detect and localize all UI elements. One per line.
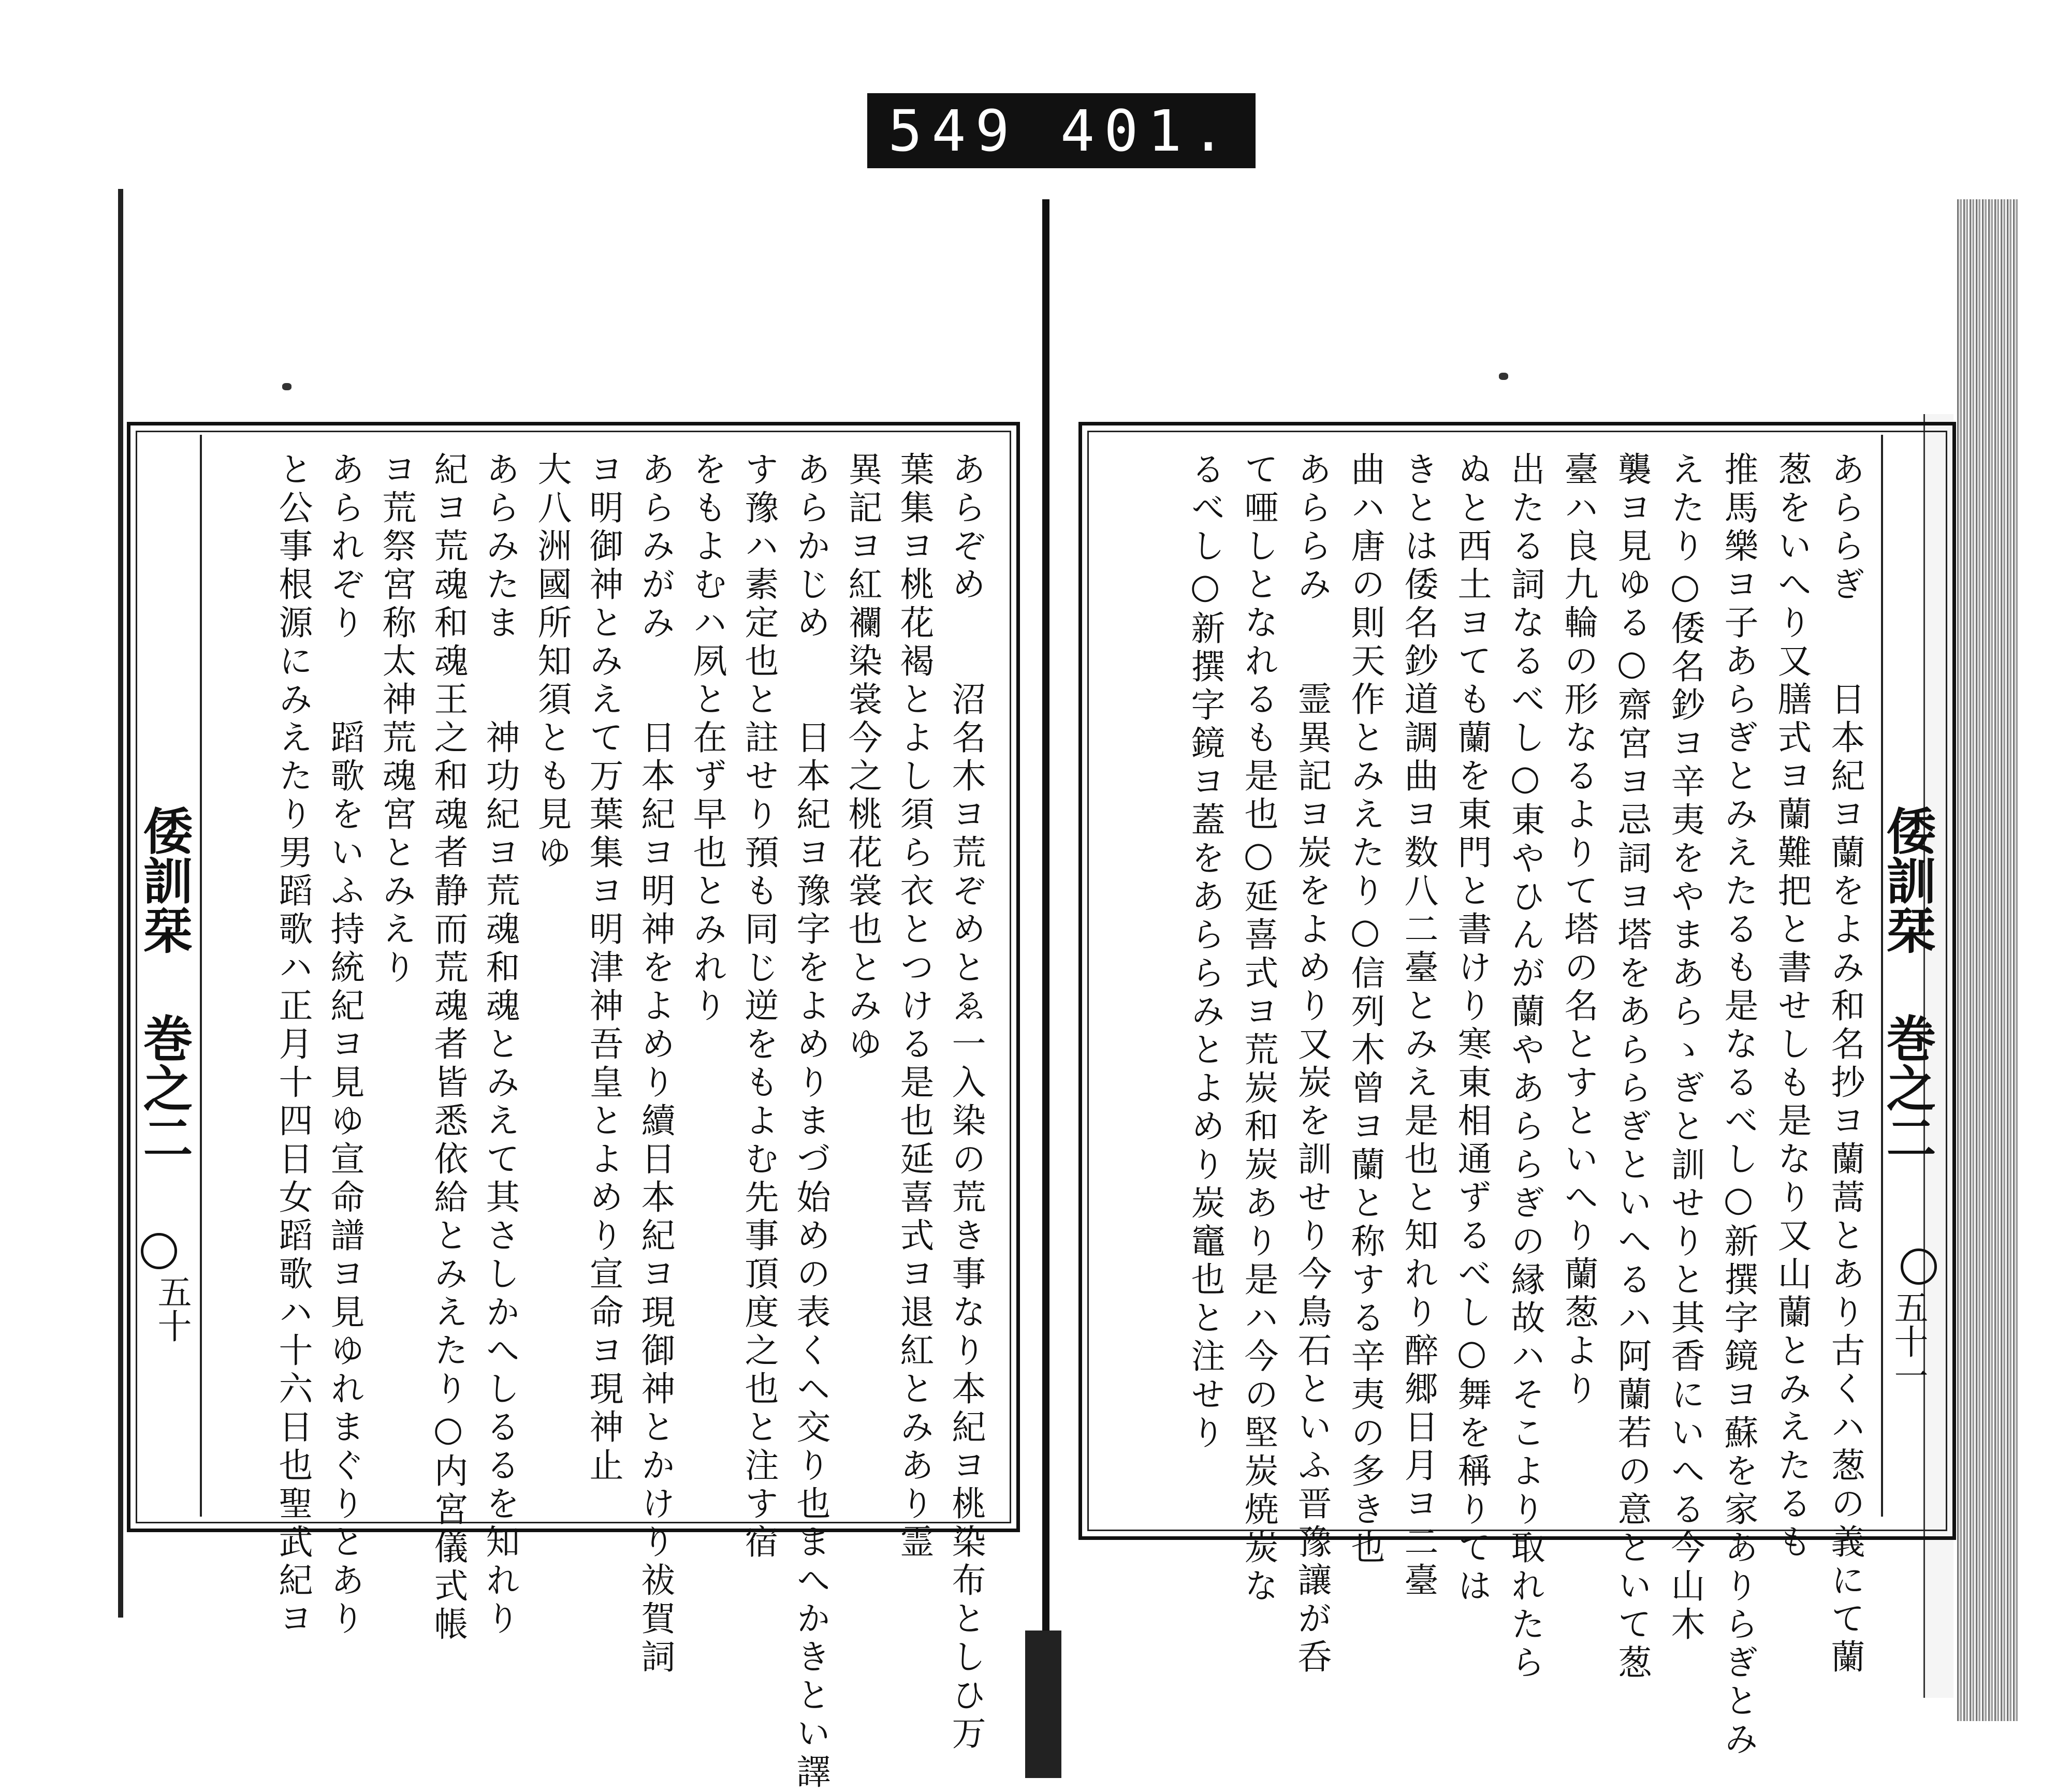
left-page-frame (127, 422, 1020, 1792)
right-page-frame (1078, 422, 1956, 1759)
text-column: す豫ハ素定也と註せり預も同じ逆をもよむ先事頂度之也と注す宿 (739, 451, 779, 1562)
text-column: 葱をいへり又膳式ヨ蘭難把と書せしも是なり又山蘭とみえたるも (1772, 451, 1812, 1562)
right-page-header: 倭訓栞 巻之二 (1881, 435, 1943, 1517)
text-column: て唖しとなれるも是也○延喜式ヨ荒炭和炭あり是ハ今の堅炭焼炭な (1238, 451, 1278, 1606)
left-page-header: 倭訓栞 巻之二 (140, 435, 202, 1517)
right-page-folio: 五十一 (1888, 1290, 1928, 1392)
text-column: 出たる詞なるべし○東やひんが蘭やあららぎの縁故ハそこより取れたら (1505, 451, 1545, 1683)
archive-number-plate (867, 93, 1256, 168)
text-column: ヨ明御神とみえて万葉集ヨ明津神吾皇とよめり宣命ヨ現神止 (584, 451, 623, 1486)
text-column: 臺ハ良九輪の形なるよりて塔の名とすといへり蘭葱より (1558, 451, 1598, 1409)
folio-circle-mark (1901, 1248, 1937, 1285)
text-column: るべし○新撰字鏡ヨ蓋をあららみとよめり炭竈也と注せり (1185, 451, 1225, 1453)
text-column: 大八洲國所知須とも見ゆ (532, 451, 572, 873)
text-column: あらかじめ 日本紀ヨ豫字をよめりまづ始めの表くヘ交り也まへかきとい譯 (791, 451, 830, 1792)
plate-number-a: 549 (888, 97, 1019, 164)
text-column: えたり○倭名鈔ヨ辛夷をやまあらゝぎと訓せりと其香にいへる今山木 (1665, 451, 1705, 1644)
folio-circle-mark (141, 1233, 177, 1269)
text-column: をもよむハ夙と在ず早也とみれり (687, 451, 727, 1026)
text-column: 紀ヨ荒魂和魂王之和魂者静而荒魂者皆悉依給とみえたり○内宮儀式帳 (428, 451, 468, 1644)
text-column: ぬと西土ヨても蘭を東門と書けり寒東相通ずるべし○舞を稱りては (1452, 451, 1492, 1606)
gutter-shadow (1025, 1631, 1061, 1778)
text-column: ヨ荒祭宮称太神荒魂宮とみえり (376, 451, 416, 988)
left-page-edge (118, 189, 123, 1618)
ink-speck (282, 383, 291, 390)
plate-number-b: 401. (1060, 97, 1235, 164)
left-page-folio: 五十 (152, 1274, 192, 1343)
text-column: 葉集ヨ桃花褐とよし須ら衣とつける是也延喜式ヨ退紅とみあり霊 (894, 451, 934, 1562)
text-column: と公事根源にみえたり男蹈歌ハ正月十四日女蹈歌ハ十六日也聖武紀ヨ (273, 451, 313, 1639)
text-column: 異記ヨ紅襴染裳今之桃花裳也とみゆ (842, 451, 882, 1064)
text-column: 推馬樂ヨ子あらぎとみえたるも是なるべし○新撰字鏡ヨ蘇を家ありらぎとみ (1718, 451, 1758, 1759)
text-column: あらみがみ 日本紀ヨ明神をよめり續日本紀ヨ現御神とかけり祓賀詞 (635, 451, 675, 1677)
text-column: あらぞめ 沼名木ヨ荒ぞめとゑ一入染の荒き事なり本紀ヨ桃染布としひ万 (946, 451, 986, 1754)
text-column: あららみ 霊異記ヨ炭をよめり又炭を訓せり今鳥石といふ晋豫讓が呑 (1292, 451, 1332, 1677)
text-column: あらみたま 神功紀ヨ荒魂和魂とみえて其さしかへしるるを知れり (480, 451, 520, 1639)
text-column: きとは倭名鈔道調曲ヨ数八二臺とみえ是也と知れり醉郷日月ヨ二臺 (1398, 451, 1438, 1600)
ink-speck (1499, 373, 1508, 380)
book-gutter (1042, 199, 1049, 1633)
text-column: 襲ヨ見ゆる○齋宮ヨ忌詞ヨ塔をあららぎといへるハ阿蘭若の意といて葱 (1612, 451, 1652, 1683)
text-column: あられぞり 蹈歌をいふ持統紀ヨ見ゆ宣命譜ヨ見ゆれまぐりとあり (325, 451, 364, 1639)
text-column: 曲ハ唐の則天作とみえたり○信列木曾ヨ蘭と称する辛夷の多き也 (1345, 451, 1385, 1568)
page-stack-edge (1957, 199, 2019, 1721)
text-column: あららぎ 日本紀ヨ蘭をよみ和名抄ヨ蘭蒿とあり古くハ葱の義にて蘭 (1825, 451, 1865, 1677)
